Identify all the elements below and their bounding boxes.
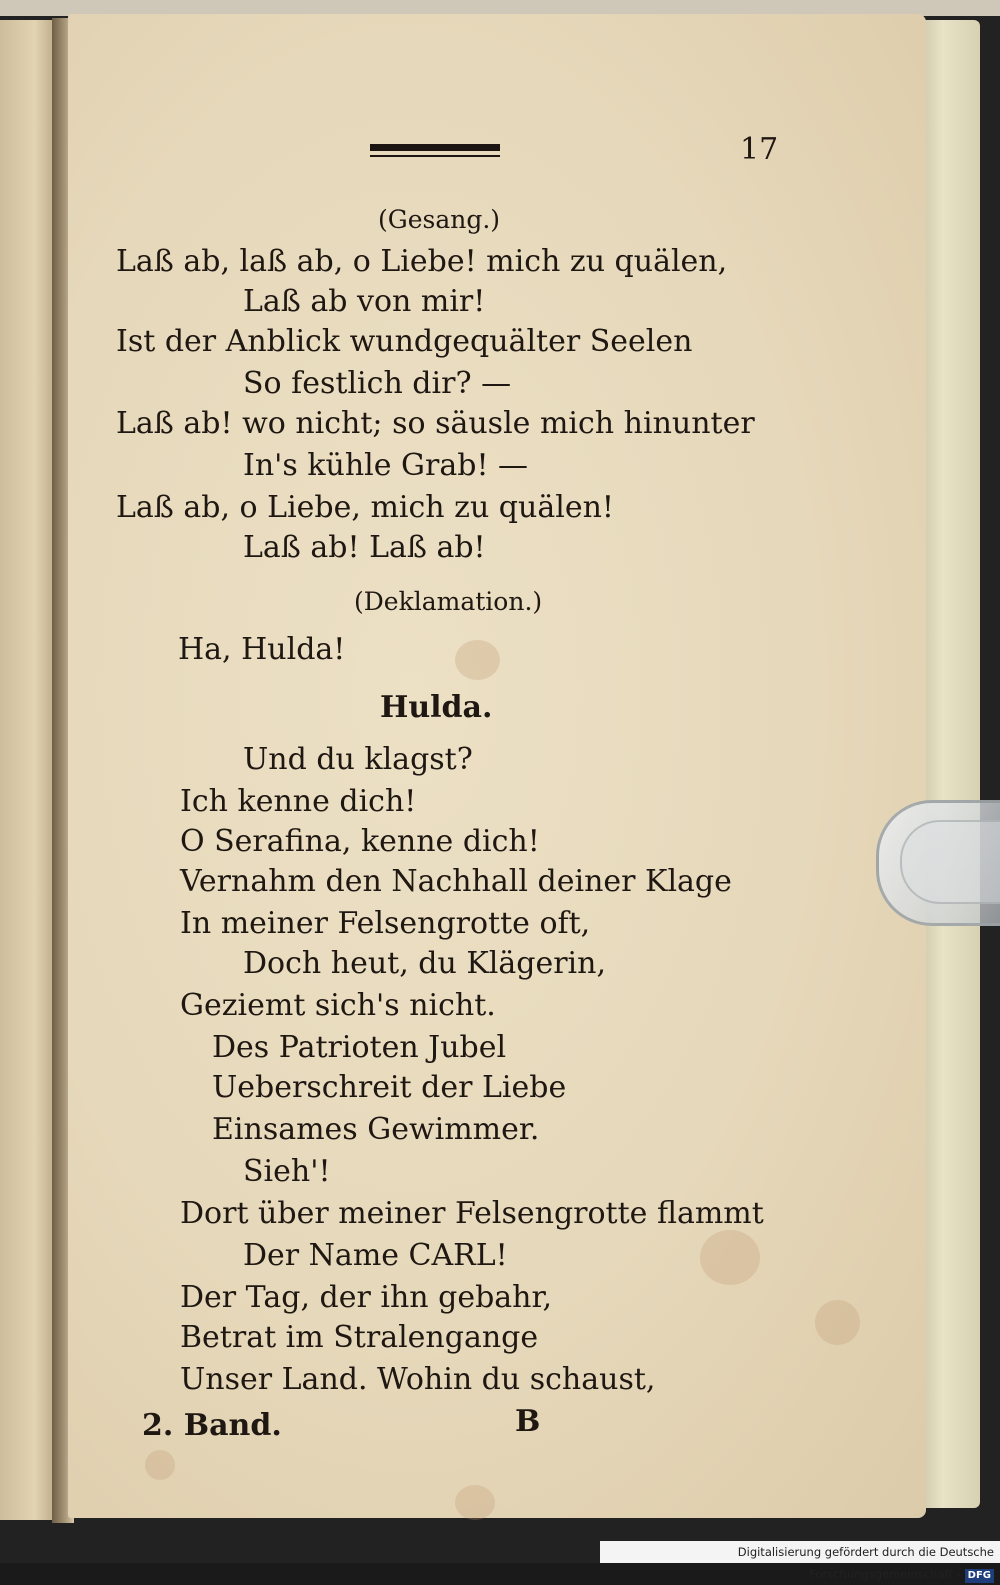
speaker-name: Hulda. — [380, 690, 493, 725]
header-rule — [370, 144, 500, 151]
paper-stain — [700, 1230, 760, 1285]
verse-line: Laß ab, o Liebe, mich zu quälen! — [116, 490, 614, 525]
verse-line: Doch heut, du Klägerin, — [243, 946, 607, 981]
verse-line: Dort über meiner Felsengrotte flammt — [180, 1196, 764, 1231]
verse-line: In meiner Felsengrotte oft, — [180, 906, 591, 941]
verse-line: Geziemt sich's nicht. — [180, 988, 496, 1023]
paper-stain — [145, 1450, 175, 1480]
verse-line: Der Name CARL! — [243, 1238, 508, 1273]
signature-letter: B — [515, 1404, 541, 1439]
page-block-edge — [918, 20, 980, 1508]
verse-line: Ich kenne dich! — [180, 784, 417, 819]
verse-line: Unser Land. Wohin du schaust, — [180, 1362, 656, 1397]
page-number: 17 — [740, 132, 779, 167]
verse-line: Laß ab von mir! — [243, 284, 486, 319]
verse-line: O Serafina, kenne dich! — [180, 824, 540, 859]
paper-stain — [815, 1300, 860, 1345]
verse-line: Und du klagst? — [243, 742, 473, 777]
footer-credit: Digitalisierung gefördert durch die Deutsche Forschungsgemeinschaft - — [737, 1545, 994, 1581]
verse-line: So festlich dir? — — [243, 366, 512, 401]
stage-direction-declamation: (Deklamation.) — [354, 587, 543, 616]
verse-line: Laß ab! Laß ab! — [243, 530, 486, 565]
verse-line: Ueberschreit der Liebe — [212, 1070, 567, 1105]
dfg-logo-icon: DFG — [965, 1569, 994, 1583]
stage-direction-singing: (Gesang.) — [378, 205, 501, 234]
verse-line: In's kühle Grab! — — [243, 448, 529, 483]
verse-line: Laß ab, laß ab, o Liebe! mich zu quälen, — [116, 244, 728, 279]
digitization-footer — [600, 1541, 1000, 1581]
signature-mark: 2. Band. — [142, 1408, 282, 1443]
page-clip-inner — [900, 820, 1000, 904]
verse-line: Vernahm den Nachhall deiner Klage — [180, 864, 732, 899]
left-page-edge — [0, 20, 58, 1520]
verse-line: Sieh'! — [243, 1154, 331, 1189]
verse-line: Ha, Hulda! — [178, 632, 346, 667]
verse-line: Laß ab! wo nicht; so säusle mich hinunter — [116, 406, 755, 441]
header-rule-thin — [370, 155, 500, 157]
paper-stain — [455, 1485, 495, 1520]
verse-line: Der Tag, der ihn gebahr, — [180, 1280, 553, 1315]
verse-line: Betrat im Stralengange — [180, 1320, 539, 1355]
verse-line: Einsames Gewimmer. — [212, 1112, 540, 1147]
paper-stain — [455, 640, 500, 680]
verse-line: Ist der Anblick wundgequälter Seelen — [116, 324, 693, 359]
verse-line: Des Patrioten Jubel — [212, 1030, 507, 1065]
